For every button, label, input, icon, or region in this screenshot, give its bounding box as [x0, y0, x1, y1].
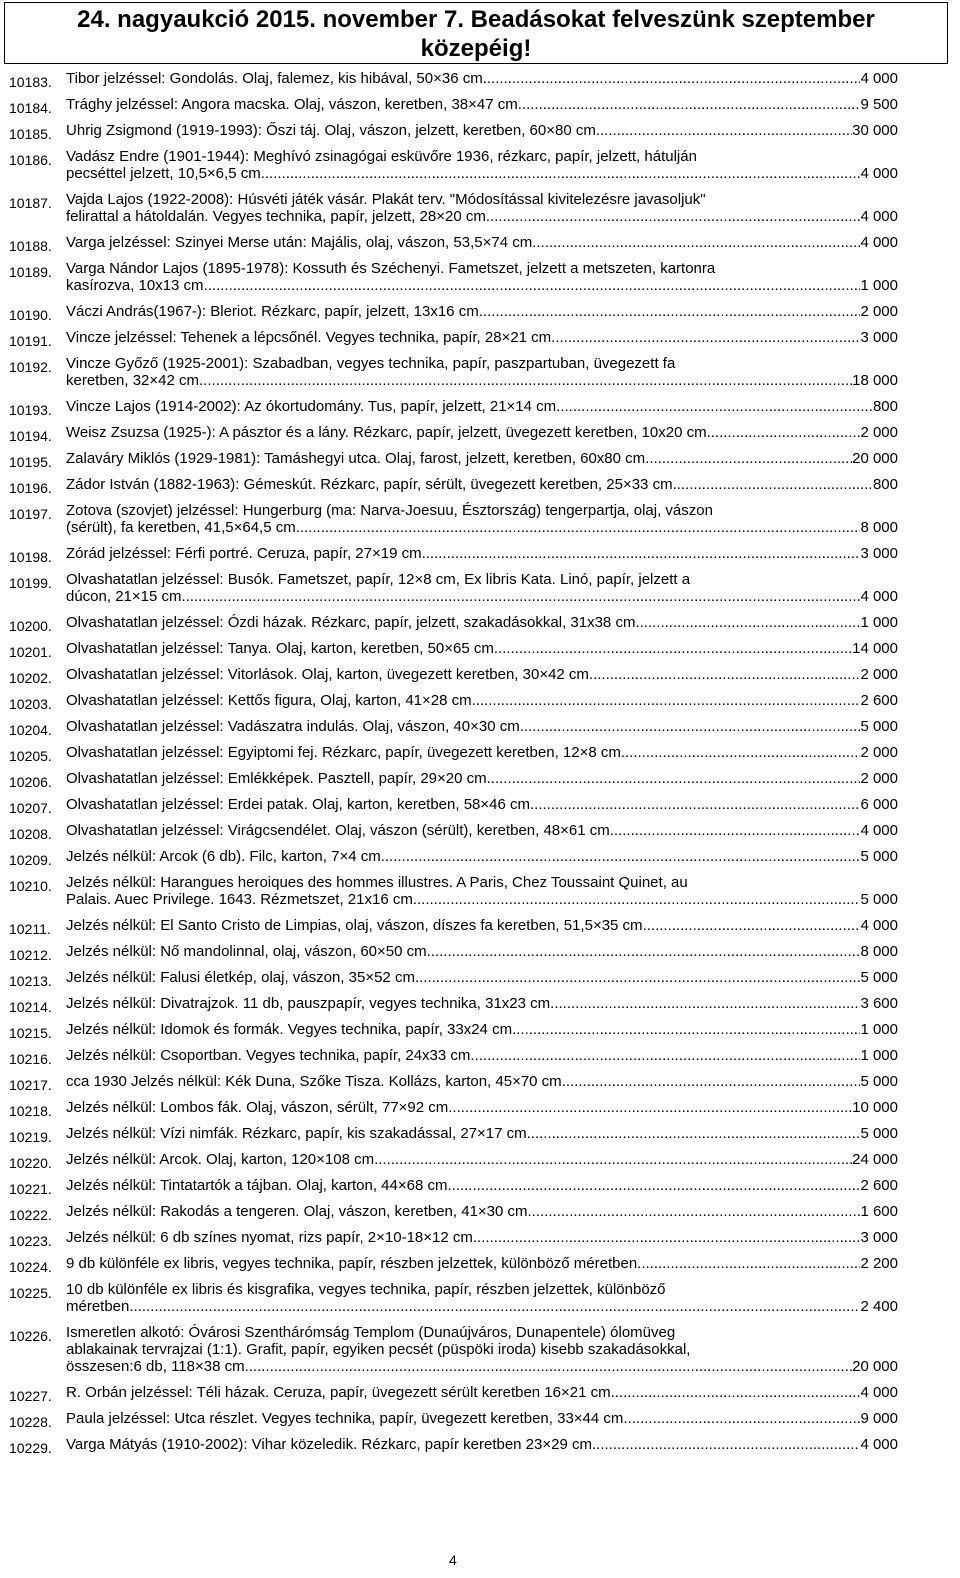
dot-leader	[551, 329, 860, 346]
lot-description-line: Olvashatatlan jelzéssel: Kettős figura, Olaj, karton, 41×28 cm	[66, 692, 472, 709]
dot-leader	[637, 1255, 860, 1272]
lot-description	[66, 450, 898, 467]
lot-item	[0, 1255, 960, 1275]
lot-number: 10205.	[9, 748, 52, 764]
lot-price: 3 000	[860, 1229, 898, 1246]
lot-description-line: 9 db különféle ex libris, vegyes technika, papír, részben jelzettek, különböző méretben	[66, 1255, 638, 1272]
lot-number: 10208.	[9, 826, 52, 842]
lot-number: 10228.	[9, 1414, 52, 1430]
lot-description	[66, 1151, 898, 1168]
lot-price: 2 000	[860, 303, 898, 320]
lot-price: 5 000	[860, 1073, 898, 1090]
lot-price: 24 000	[852, 1151, 898, 1168]
lot-description	[66, 502, 898, 536]
lot-description	[66, 1436, 898, 1453]
lot-item	[0, 1436, 960, 1456]
lot-description-line: Olvashatatlan jelzéssel: Egyiptomi fej. Rézkarc, papír, üvegezett keretben, 12×8 cm	[66, 744, 621, 761]
lot-description-line: pecséttel jelzett, 10,5×6,5 cm	[66, 165, 261, 182]
lot-description-line: Ismeretlen alkotó: Óvárosi Szenthárómság Templom (Dunaújváros, Dunapentele) ólomüveg	[66, 1324, 676, 1341]
dot-leader	[374, 1151, 852, 1168]
dot-leader	[483, 70, 861, 87]
lot-description-line: Vadász Endre (1901-1944): Meghívó zsinagógai esküvőre 1936, rézkarc, papír, jelzett, hátulján	[66, 148, 697, 165]
dot-leader	[520, 718, 861, 735]
lot-description-line: Vincze Lajos (1914-2002): Az ókortudomány. Tus, papír, jelzett, 21×14 cm	[66, 398, 557, 415]
lot-description-line: Varga Mátyás (1910-2002): Vihar közeledik. Rézkarc, papír keretben 23×29 cm.	[66, 1436, 597, 1453]
dot-leader	[527, 1125, 861, 1142]
lot-item	[0, 70, 960, 90]
dot-leader	[261, 165, 861, 182]
lot-description-line: Jelzés nélkül: Harangues heroiques des hommes illustres. A Paris, Chez Toussaint Quinet, au	[66, 874, 688, 891]
lot-description-line: Olvashatatlan jelzéssel: Ózdi házak. Rézkarc, papír, jelzett, szakadásokkal, 31x38 cm	[66, 614, 636, 631]
lot-description-line: Vajda Lajos (1922-2008): Húsvéti játék vásár. Plakát terv. "Módosítással kivitelezésre javasoljuk"	[66, 191, 706, 208]
lot-description	[66, 718, 898, 735]
lot-price: 2 000	[860, 666, 898, 683]
lot-description	[66, 1410, 898, 1427]
header-line-2: közepéig!	[420, 35, 532, 62]
lot-item	[0, 398, 960, 418]
lot-price: 9 500	[860, 96, 898, 113]
lot-price: 1 000	[860, 1021, 898, 1038]
lot-number: 10203.	[9, 696, 52, 712]
dot-leader	[611, 1384, 861, 1401]
lot-number: 10227.	[9, 1388, 52, 1404]
lot-number: 10194.	[9, 428, 52, 444]
lot-description	[66, 355, 898, 389]
lot-price: 3 600	[860, 995, 898, 1012]
lot-description	[66, 234, 898, 251]
lot-description	[66, 848, 898, 865]
lot-description	[66, 1177, 898, 1194]
dot-leader	[473, 1229, 861, 1246]
lot-number: 10191.	[9, 333, 52, 349]
lot-description-line: Trághy jelzéssel: Angora macska. Olaj, vászon, keretben, 38×47 cm.	[66, 96, 522, 113]
auction-item-list	[0, 70, 960, 1456]
lot-number: 10216.	[9, 1051, 52, 1067]
lot-item	[0, 476, 960, 496]
lot-description-line: Tibor jelzéssel: Gondolás. Olaj, falemez, kis hibával, 50×36 cm	[66, 70, 483, 87]
lot-description-line: Uhrig Zsigmond (1919-1993): Őszi táj. Olaj, vászon, jelzett, keretben, 60×80 cm	[66, 122, 596, 139]
lot-item	[0, 571, 960, 605]
dot-leader	[528, 1203, 861, 1220]
lot-description	[66, 191, 898, 225]
lot-item	[0, 355, 960, 389]
lot-item	[0, 1125, 960, 1145]
lot-number: 10193.	[9, 402, 52, 418]
lot-description	[66, 1073, 898, 1090]
lot-description	[66, 1384, 898, 1401]
lot-item	[0, 969, 960, 989]
lot-description-line: Vincze Győző (1925-2001): Szabadban, vegyes technika, papír, paszpartuban, üvegezett fa	[66, 355, 676, 372]
lot-price: 800	[872, 398, 898, 415]
lot-price: 2 000	[860, 770, 898, 787]
lot-price: 3 000	[860, 545, 898, 562]
dot-leader	[596, 122, 852, 139]
lot-price: 2 200	[860, 1255, 898, 1272]
dot-leader	[623, 1410, 860, 1427]
lot-number: 10229.	[9, 1440, 52, 1456]
lot-description-line: Jelzés nélkül: Rakodás a tengeren. Olaj, vászon, keretben, 41×30 cm	[66, 1203, 528, 1220]
lot-number: 10187.	[9, 195, 52, 211]
lot-description-line: Jelzés nélkül: 6 db színes nyomat, rizs papír, 2×10-18×12 cm	[66, 1229, 473, 1246]
dot-leader	[427, 943, 861, 960]
lot-price: 4 000	[860, 165, 898, 182]
lot-price: 1 600	[860, 1203, 898, 1220]
dot-leader	[129, 1298, 860, 1315]
lot-number: 10192.	[9, 359, 52, 375]
lot-description-line: Vincze jelzéssel: Tehenek a lépcsőnél. Vegyes technika, papír, 28×21 cm	[66, 329, 552, 346]
dot-leader	[381, 848, 861, 865]
lot-price: 1 000	[860, 277, 898, 294]
lot-item	[0, 545, 960, 565]
lot-description	[66, 1255, 898, 1272]
lot-item	[0, 744, 960, 764]
lot-description	[66, 969, 898, 986]
lot-description	[66, 1021, 898, 1038]
lot-item	[0, 718, 960, 738]
dot-leader	[479, 303, 861, 320]
lot-description-line: Weisz Zsuzsa (1925-): A pásztor és a lány. Rézkarc, papír, jelzett, üvegezett keretben, 10x20 cm	[66, 424, 707, 441]
dot-leader	[422, 545, 861, 562]
dot-leader	[645, 450, 852, 467]
lot-description	[66, 874, 898, 908]
lot-description-line: Jelzés nélkül: Nő mandolinnal, olaj, vászon, 60×50 cm	[66, 943, 427, 960]
lot-item	[0, 329, 960, 349]
lot-item	[0, 234, 960, 254]
lot-item	[0, 96, 960, 116]
auction-header	[4, 2, 948, 64]
lot-price: 4 000	[860, 234, 898, 251]
lot-price: 10 000	[852, 1099, 898, 1116]
lot-description	[66, 666, 898, 683]
lot-number: 10224.	[9, 1259, 52, 1275]
dot-leader	[635, 614, 860, 631]
lot-number: 10199.	[9, 575, 52, 591]
dot-leader	[532, 234, 860, 251]
lot-description-line: Olvashatatlan jelzéssel: Vitorlások. Olaj, karton, üvegezett keretben, 30×42 cm	[66, 666, 589, 683]
lot-item	[0, 122, 960, 142]
lot-number: 10195.	[9, 454, 52, 470]
lot-price: 3 000	[860, 329, 898, 346]
lot-description-line: Varga Nándor Lajos (1895-1978): Kossuth és Széchenyi. Fametszet, jelzett a metszeten, kartonra	[66, 260, 716, 277]
dot-leader	[530, 796, 860, 813]
dot-leader	[413, 891, 861, 908]
lot-description-line: Palais. Auec Privilege. 1643. Rézmetszet, 21x16 cm	[66, 891, 413, 908]
lot-item	[0, 640, 960, 660]
lot-number: 10207.	[9, 800, 52, 816]
dot-leader	[512, 1021, 860, 1038]
lot-description-line: Paula jelzéssel: Utca részlet. Vegyes technika, papír, üvegezett keretben, 33×44 cm	[66, 1410, 624, 1427]
lot-price: 20 000	[852, 450, 898, 467]
lot-description-line: R. Orbán jelzéssel: Téli házak. Ceruza, papír, üvegezett sérült keretben 16×21 cm	[66, 1384, 611, 1401]
lot-number: 10219.	[9, 1129, 52, 1145]
lot-description-line: ablakainak tervrajzai (1:1). Grafit, papír, egyiken pecsét (püspöki iroda) kisebb szakadásokkal,	[66, 1341, 691, 1358]
lot-item	[0, 1203, 960, 1223]
lot-description-line: Jelzés nélkül: Tintatartók a tájban. Olaj, karton, 44×68 cm	[66, 1177, 448, 1194]
lot-description	[66, 995, 898, 1012]
lot-price: 2 600	[860, 1177, 898, 1194]
lot-item	[0, 943, 960, 963]
dot-leader	[448, 1099, 852, 1116]
lot-item	[0, 1281, 960, 1315]
lot-number: 10226.	[9, 1328, 52, 1344]
lot-description	[66, 303, 898, 320]
lot-item	[0, 148, 960, 182]
lot-description	[66, 571, 898, 605]
lot-description	[66, 148, 898, 182]
lot-description-line: Varga jelzéssel: Szinyei Merse után: Majális, olaj, vászon, 53,5×74 cm	[66, 234, 533, 251]
lot-price: 4 000	[860, 1384, 898, 1401]
lot-item	[0, 1073, 960, 1093]
dot-leader	[199, 372, 852, 389]
lot-item	[0, 917, 960, 937]
lot-description-line: Váczi András(1967-): Bleriot. Rézkarc, papír, jelzett, 13x16 cm	[66, 303, 479, 320]
dot-leader	[562, 1073, 861, 1090]
lot-description-line: felirattal a hátoldalán. Vegyes technika, papír, jelzett, 28×20 cm	[66, 208, 486, 225]
lot-description-line: Jelzés nélkül: Falusi életkép, olaj, vászon, 35×52 cm	[66, 969, 415, 986]
dot-leader	[550, 995, 860, 1012]
lot-number: 10206.	[9, 774, 52, 790]
lot-item	[0, 1177, 960, 1197]
lot-description	[66, 1229, 898, 1246]
lot-description-line: 10 db különféle ex libris és kisgrafika, vegyes technika, papír, részben jelzettek, különböző	[66, 1281, 666, 1298]
dot-leader	[204, 277, 861, 294]
lot-number: 10217.	[9, 1077, 52, 1093]
lot-description	[66, 943, 898, 960]
lot-description	[66, 96, 898, 113]
lot-price: 2 400	[860, 1298, 898, 1315]
lot-number: 10189.	[9, 264, 52, 280]
lot-price: 5 000	[860, 969, 898, 986]
lot-description-line: összesen:6 db, 118×38 cm	[66, 1358, 245, 1375]
lot-number: 10186.	[9, 152, 52, 168]
lot-price: 5 000	[860, 718, 898, 735]
lot-item	[0, 1099, 960, 1119]
lot-price: 4 000	[860, 822, 898, 839]
dot-leader	[621, 744, 861, 761]
lot-price: 1 000	[860, 614, 898, 631]
dot-leader	[472, 692, 861, 709]
lot-number: 10212.	[9, 947, 52, 963]
dot-leader	[673, 476, 873, 493]
lot-item	[0, 1410, 960, 1430]
lot-description	[66, 917, 898, 934]
lot-description-line: kasírozva, 10x13 cm	[66, 277, 204, 294]
lot-number: 10215.	[9, 1025, 52, 1041]
lot-item	[0, 1324, 960, 1375]
dot-leader	[415, 969, 861, 986]
lot-description-line: Olvashatatlan jelzéssel: Busók. Fametszet, papír, 12×8 cm, Ex libris Kata. Linó, papír, jelzett a	[66, 571, 691, 588]
lot-description	[66, 640, 898, 657]
dot-leader	[245, 1358, 853, 1375]
lot-price: 4 000	[860, 917, 898, 934]
dot-leader	[182, 588, 861, 605]
dot-leader	[643, 917, 861, 934]
lot-item	[0, 1151, 960, 1171]
lot-description	[66, 260, 898, 294]
lot-number: 10218.	[9, 1103, 52, 1119]
lot-number: 10223.	[9, 1233, 52, 1249]
lot-price: 4 000	[860, 70, 898, 87]
lot-number: 10190.	[9, 307, 52, 323]
lot-price: 4 000	[860, 588, 898, 605]
lot-description	[66, 329, 898, 346]
dot-leader	[470, 1047, 860, 1064]
dot-leader	[296, 519, 861, 536]
lot-price: 14 000	[852, 640, 898, 657]
lot-description-line: (sérült), fa keretben, 41,5×64,5 cm	[66, 519, 296, 536]
lot-number: 10188.	[9, 238, 52, 254]
lot-description-line: cca 1930 Jelzés nélkül: Kék Duna, Szőke Tisza. Kollázs, karton, 45×70 cm	[66, 1073, 562, 1090]
lot-number: 10210.	[9, 878, 52, 894]
lot-price: 2 000	[860, 744, 898, 761]
dot-leader	[596, 1436, 860, 1453]
dot-leader	[487, 770, 861, 787]
lot-description-line: Jelzés nélkül: Arcok (6 db). Filc, karton, 7×4 cm	[66, 848, 381, 865]
lot-item	[0, 995, 960, 1015]
lot-item	[0, 848, 960, 868]
lot-item	[0, 874, 960, 908]
lot-number: 10225.	[9, 1285, 52, 1301]
lot-item	[0, 1021, 960, 1041]
lot-number: 10222.	[9, 1207, 52, 1223]
dot-leader	[610, 822, 861, 839]
lot-number: 10213.	[9, 973, 52, 989]
lot-price: 9 000	[860, 1410, 898, 1427]
lot-price: 800	[872, 476, 898, 493]
lot-price: 8 000	[860, 519, 898, 536]
dot-leader	[589, 666, 861, 683]
lot-price: 4 000	[860, 208, 898, 225]
lot-number: 10209.	[9, 852, 52, 868]
lot-description	[66, 476, 898, 493]
lot-description	[66, 1281, 898, 1315]
lot-item	[0, 692, 960, 712]
lot-number: 10201.	[9, 644, 52, 660]
lot-item	[0, 450, 960, 470]
lot-number: 10184.	[9, 100, 52, 116]
lot-description-line: Olvashatatlan jelzéssel: Emlékképek. Pasztell, papír, 29×20 cm	[66, 770, 487, 787]
lot-description-line: Zalaváry Miklós (1929-1981): Tamáshegyi utca. Olaj, farost, jelzett, keretben, 60x80 cm	[66, 450, 646, 467]
lot-price: 1 000	[860, 1047, 898, 1064]
lot-description-line: Olvashatatlan jelzéssel: Tanya. Olaj, karton, keretben, 50×65 cm	[66, 640, 494, 657]
lot-description	[66, 1047, 898, 1064]
lot-description-line: Olvashatatlan jelzéssel: Vadászatra indulás. Olaj, vászon, 40×30 cm	[66, 718, 520, 735]
lot-number: 10183.	[9, 74, 52, 90]
lot-price: 18 000	[852, 372, 898, 389]
lot-description-line: Zórád jelzéssel: Férfi portré. Ceruza, papír, 27×19 cm	[66, 545, 422, 562]
lot-price: 20 000	[852, 1358, 898, 1375]
lot-description	[66, 1125, 898, 1142]
lot-number: 10185.	[9, 126, 52, 142]
dot-leader	[486, 208, 861, 225]
lot-description	[66, 424, 898, 441]
lot-description-line: Jelzés nélkül: Idomok és formák. Vegyes technika, papír, 33x24 cm	[66, 1021, 513, 1038]
lot-number: 10221.	[9, 1181, 52, 1197]
lot-item	[0, 666, 960, 686]
lot-description-line: Jelzés nélkül: Csoportban. Vegyes technika, papír, 24x33 cm	[66, 1047, 471, 1064]
lot-item	[0, 191, 960, 225]
lot-price: 2 600	[860, 692, 898, 709]
lot-description	[66, 796, 898, 813]
lot-description	[66, 692, 898, 709]
lot-item	[0, 303, 960, 323]
lot-item	[0, 1384, 960, 1404]
lot-number: 10211.	[9, 921, 51, 937]
lot-price: 30 000	[852, 122, 898, 139]
lot-number: 10200.	[9, 618, 52, 634]
lot-description-line: Olvashatatlan jelzéssel: Virágcsendélet. Olaj, vászon (sérült), keretben, 48×61 cm	[66, 822, 610, 839]
lot-description-line: Jelzés nélkül: El Santo Cristo de Limpias, olaj, vászon, díszes fa keretben, 51,5×35 cm	[66, 917, 643, 934]
lot-description	[66, 770, 898, 787]
lot-price: 2 000	[860, 424, 898, 441]
lot-description-line: méretben	[66, 1298, 130, 1315]
lot-item	[0, 796, 960, 816]
lot-description	[66, 398, 898, 415]
lot-item	[0, 1229, 960, 1249]
lot-price: 8 000	[860, 943, 898, 960]
lot-number: 10220.	[9, 1155, 52, 1171]
lot-description	[66, 744, 898, 761]
lot-description	[66, 1099, 898, 1116]
lot-description-line: Zotova (szovjet) jelzéssel: Hungerburg (ma: Narva-Joesuu, Észtország) tengerpartja, olaj, vászon	[66, 502, 713, 519]
lot-description	[66, 122, 898, 139]
dot-leader	[447, 1177, 860, 1194]
lot-description	[66, 1324, 898, 1375]
lot-price: 5 000	[860, 1125, 898, 1142]
lot-description	[66, 545, 898, 562]
lot-price: 5 000	[860, 891, 898, 908]
lot-number: 10202.	[9, 670, 52, 686]
lot-description-line: Jelzés nélkül: Lombos fák. Olaj, vászon, sérült, 77×92 cm	[66, 1099, 449, 1116]
header-line-1: 24. nagyaukció 2015. november 7. Beadásokat felveszünk szeptember	[77, 6, 875, 33]
lot-description	[66, 70, 898, 87]
lot-description-line: dúcon, 21×15 cm	[66, 588, 182, 605]
lot-item	[0, 260, 960, 294]
lot-price: 5 000	[860, 848, 898, 865]
dot-leader	[556, 398, 873, 415]
lot-item	[0, 502, 960, 536]
lot-description-line: Jelzés nélkül: Arcok. Olaj, karton, 120×108 cm	[66, 1151, 375, 1168]
lot-number: 10198.	[9, 549, 52, 565]
lot-number: 10204.	[9, 722, 52, 738]
lot-description-line: Jelzés nélkül: Divatrajzok. 11 db, pauszpapír, vegyes technika, 31x23 cm	[66, 995, 551, 1012]
lot-description	[66, 822, 898, 839]
dot-leader	[707, 424, 861, 441]
lot-description-line: Jelzés nélkül: Vízi nimfák. Rézkarc, papír, kis szakadással, 27×17 cm	[66, 1125, 527, 1142]
lot-item	[0, 614, 960, 634]
lot-number: 10196.	[9, 480, 52, 496]
lot-number: 10197.	[9, 506, 52, 522]
lot-description-line: Zádor István (1882-1963): Gémeskút. Rézkarc, papír, sérült, üvegezett keretben, 25×33 cm	[66, 476, 673, 493]
lot-price: 6 000	[860, 796, 898, 813]
lot-item	[0, 1047, 960, 1067]
lot-number: 10214.	[9, 999, 52, 1015]
page-number: 4	[449, 1552, 457, 1568]
dot-leader	[522, 96, 861, 113]
lot-description-line: Olvashatatlan jelzéssel: Erdei patak. Olaj, karton, keretben, 58×46 cm	[66, 796, 530, 813]
dot-leader	[494, 640, 852, 657]
lot-item	[0, 424, 960, 444]
lot-description	[66, 614, 898, 631]
lot-price: 4 000	[860, 1436, 898, 1453]
lot-description-line: keretben, 32×42 cm	[66, 372, 200, 389]
lot-item	[0, 822, 960, 842]
lot-description	[66, 1203, 898, 1220]
lot-item	[0, 770, 960, 790]
